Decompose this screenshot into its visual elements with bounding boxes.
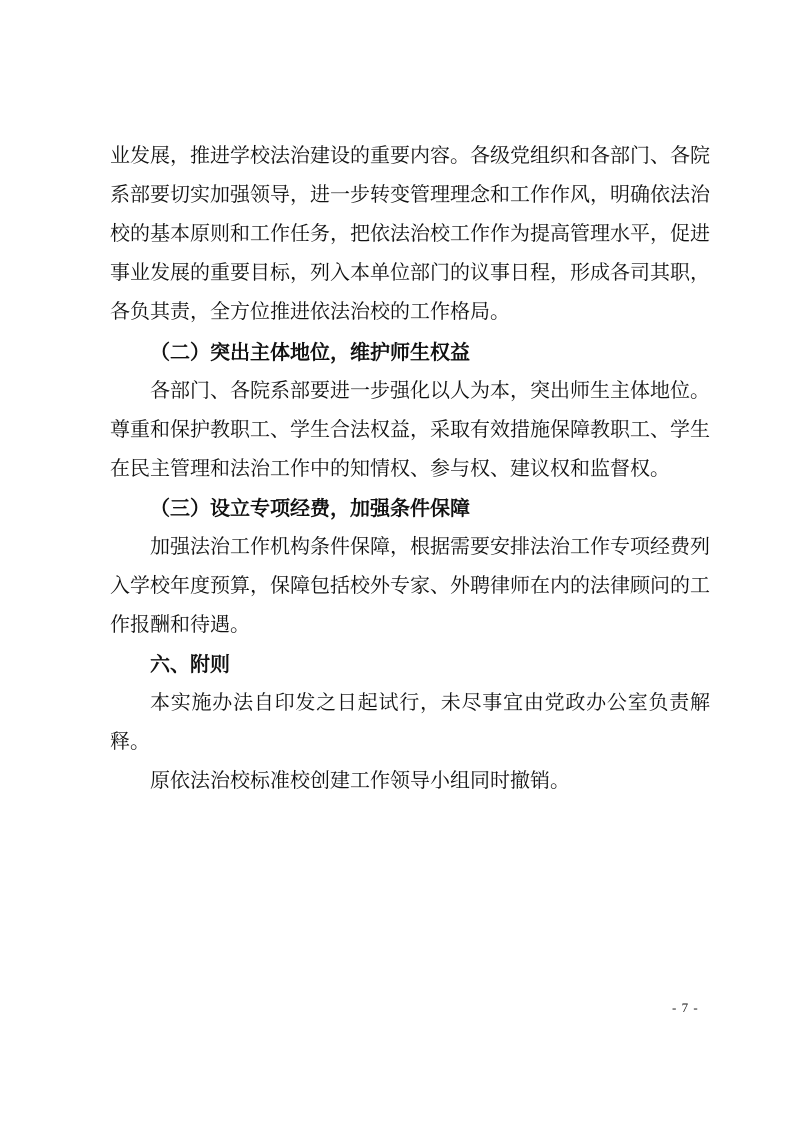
paragraph-line: 加强法治工作机构条件保障，根据需要安排法治工作专项经费列 — [150, 534, 710, 558]
paragraph-line: 各部门、各院系部要进一步强化以人为本，突出师生主体地位。 — [150, 378, 710, 402]
paragraph-line: 入学校年度预算，保障包括校外专家、外聘律师在内的法律顾问的工 — [110, 573, 710, 597]
paragraph-line: 各负其责，全方位推进依法治校的工作格局。 — [110, 299, 510, 323]
section-heading: （三）设立专项经费，加强条件保障 — [150, 496, 470, 520]
paragraph-line: 尊重和保护教职工、学生合法权益，采取有效措施保障教职工、学生 — [110, 417, 710, 441]
page-number: - 7 - — [672, 1000, 699, 1015]
paragraph-line: 业发展，推进学校法治建设的重要内容。各级党组织和各部门、各院 — [110, 143, 710, 167]
section-heading: （二）突出主体地位，维护师生权益 — [150, 340, 470, 364]
paragraph-line: 作报酬和待遇。 — [110, 612, 250, 636]
paragraph-line: 原依法治校标准校创建工作领导小组同时撤销。 — [150, 768, 570, 792]
section-heading: 六、附则 — [150, 652, 230, 676]
paragraph-line: 在民主管理和法治工作中的知情权、参与权、建议权和监督权。 — [110, 456, 670, 480]
paragraph-line: 事业发展的重要目标，列入本单位部门的议事日程，形成各司其职， — [110, 260, 710, 284]
paragraph-line: 系部要切实加强领导，进一步转变管理理念和工作作风，明确依法治 — [110, 182, 710, 206]
paragraph-line: 本实施办法自印发之日起试行，未尽事宜由党政办公室负责解 — [150, 690, 710, 714]
paragraph-line: 校的基本原则和工作任务，把依法治校工作作为提高管理水平，促进 — [110, 221, 710, 245]
paragraph-line: 释。 — [110, 729, 150, 753]
